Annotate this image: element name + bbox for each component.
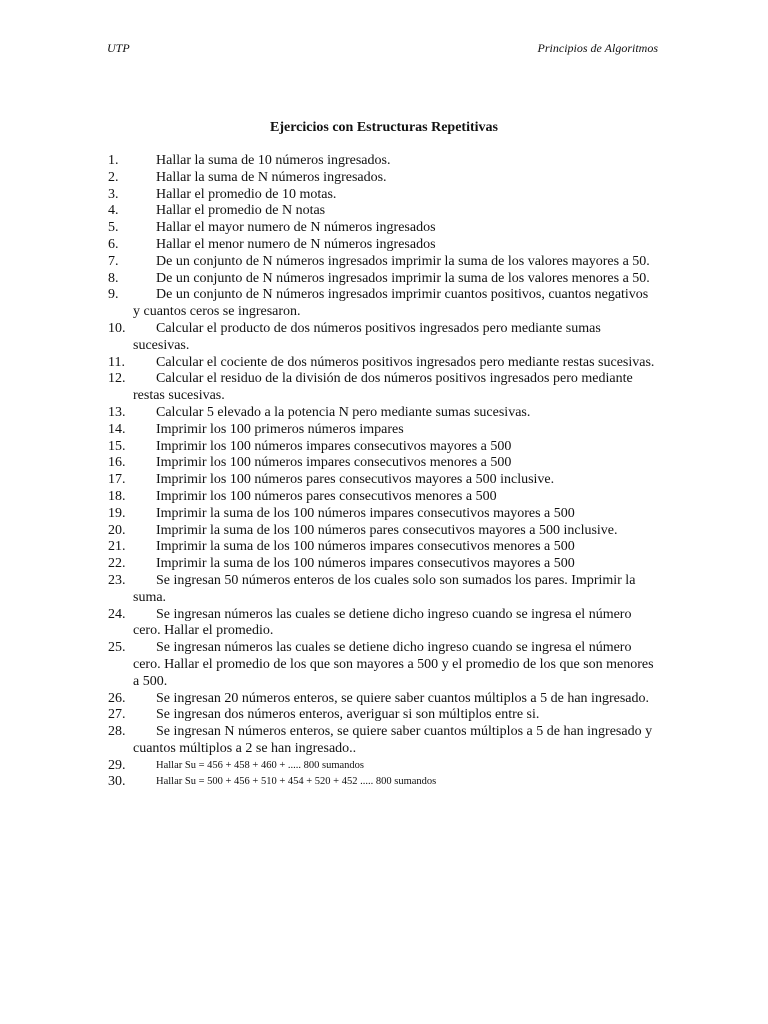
list-item (108, 758, 656, 775)
item-number: 28. (108, 724, 126, 740)
item-text: Calcular el cociente de dos números positivos ingresados pero mediante restas sucesivas. (156, 354, 655, 370)
item-text: Imprimir los 100 números impares consecutivos menores a 500 (156, 455, 512, 471)
item-text: Calcular 5 elevado a la potencia N pero mediante sumas sucesivas. (156, 404, 531, 420)
item-text: Imprimir los 100 números pares consecutivos mayores a 500 inclusive. (156, 472, 555, 488)
item-text: Imprimir los 100 números impares consecutivos mayores a 500 (156, 438, 512, 454)
item-text: Hallar el mayor numero de N números ingresados (156, 220, 436, 236)
list-item (108, 691, 656, 708)
list-item (108, 203, 656, 220)
item-number: 16. (108, 455, 126, 471)
list-item (108, 287, 656, 321)
list-item (108, 523, 656, 540)
item-number: 13. (108, 404, 126, 420)
item-number: 1. (108, 153, 119, 168)
item-text: Calcular el producto de dos números positivos ingresados pero mediante sumas sucesivas. (133, 320, 601, 353)
item-text: De un conjunto de N números ingresados imprimir la suma de los valores mayores a 50. (156, 253, 650, 269)
item-text: Hallar la suma de 10 números ingresados. (156, 153, 391, 168)
list-item (108, 724, 656, 758)
item-number: 21. (108, 539, 126, 555)
item-number: 25. (108, 640, 126, 656)
item-number: 27. (108, 707, 126, 723)
item-number: 7. (108, 253, 119, 269)
item-text: De un conjunto de N números ingresados imprimir la suma de los valores menores a 50. (156, 270, 650, 286)
list-item (108, 220, 656, 237)
item-text: Hallar Su = 500 + 456 + 510 + 454 + 520 + 452 ..... 800 sumandos (156, 776, 437, 788)
item-number: 23. (108, 572, 126, 588)
list-item (108, 707, 656, 724)
item-text: Imprimir los 100 primeros números impares (156, 421, 404, 437)
list-item (108, 355, 656, 372)
item-text: Se ingresan números las cuales se detiene dicho ingreso cuando se ingresa el número cero. Hallar el promedio de los que son mayores a 500 y el promedio de los que son menores a 500. (133, 640, 654, 689)
list-item (108, 371, 656, 405)
list-item (108, 439, 656, 456)
list-item (108, 254, 656, 271)
list-item (108, 607, 656, 641)
item-text: Se ingresan dos números enteros, averiguar si son múltiplos entre si. (156, 707, 540, 723)
list-item (108, 153, 656, 170)
item-number: 10. (108, 320, 126, 336)
item-number: 24. (108, 606, 126, 622)
item-number: 22. (108, 556, 126, 572)
item-number: 14. (108, 421, 126, 437)
list-item (108, 506, 656, 523)
item-number: 11. (108, 354, 125, 370)
list-item (108, 774, 656, 791)
list-item (108, 455, 656, 472)
item-text: De un conjunto de N números ingresados imprimir cuantos positivos, cuantos negativos y cuantos ceros se ingresaron. (133, 287, 649, 320)
list-item (108, 422, 656, 439)
exercise-list (108, 153, 656, 791)
list-item (108, 556, 656, 573)
list-item (108, 539, 656, 556)
item-text: Se ingresan números las cuales se detiene dicho ingreso cuando se ingresa el número cero. Hallar el promedio. (133, 606, 632, 639)
item-number: 20. (108, 522, 126, 538)
item-text: Se ingresan 50 números enteros de los cuales solo son sumados los pares. Imprimir la suma. (133, 572, 636, 605)
list-item (108, 405, 656, 422)
item-number: 8. (108, 270, 119, 286)
list-item (108, 271, 656, 288)
item-number: 18. (108, 488, 126, 504)
item-text: Hallar Su = 456 + 458 + 460 + ..... 800 sumandos (156, 759, 365, 771)
item-text: Hallar el promedio de N notas (156, 203, 326, 219)
item-text: Hallar el menor numero de N números ingresados (156, 236, 436, 252)
item-text: Se ingresan 20 números enteros, se quiere saber cuantos múltiplos a 5 de han ingresado. (156, 690, 649, 706)
item-number: 5. (108, 220, 119, 236)
list-item (108, 170, 656, 187)
header-course: UTP (107, 41, 130, 55)
list-item (108, 187, 656, 204)
item-text: Imprimir la suma de los 100 números impares consecutivos mayores a 500 (156, 505, 575, 521)
item-text: Hallar el promedio de 10 motas. (156, 186, 337, 202)
item-number: 29. (108, 757, 126, 773)
item-number: 19. (108, 505, 126, 521)
item-text: Se ingresan N números enteros, se quiere saber cuantos múltiplos a 5 de han ingresado y cuantos múltiplos a 2 se han ingresado.. (133, 724, 653, 756)
item-number: 12. (108, 371, 126, 387)
item-number: 15. (108, 438, 126, 454)
list-item (108, 237, 656, 254)
item-number: 17. (108, 472, 126, 488)
list-item (108, 640, 656, 690)
list-item (108, 573, 656, 607)
item-number: 6. (108, 236, 119, 252)
item-text: Imprimir la suma de los 100 números pares consecutivos mayores a 500 inclusive. (156, 522, 618, 538)
list-item (108, 321, 656, 355)
item-text: Imprimir los 100 números pares consecutivos menores a 500 (156, 488, 497, 504)
item-text: Calcular el residuo de la división de dos números positivos ingresados pero mediante restas sucesivas. (133, 371, 633, 404)
item-text: Hallar la suma de N números ingresados. (156, 169, 387, 185)
item-number: 2. (108, 169, 119, 185)
document-title: Ejercicios con Estructuras Repetitivas (270, 120, 498, 135)
item-number: 4. (108, 203, 119, 219)
list-item (108, 489, 656, 506)
item-number: 3. (108, 186, 119, 202)
list-item (108, 472, 656, 489)
item-text: Imprimir la suma de los 100 números impares consecutivos mayores a 500 (156, 556, 575, 572)
item-text: Imprimir la suma de los 100 números impares consecutivos menores a 500 (156, 539, 575, 555)
header-subject: Principios de Algoritmos (537, 41, 658, 55)
item-number: 30. (108, 774, 126, 790)
item-number: 9. (108, 287, 119, 303)
item-number: 26. (108, 690, 126, 706)
